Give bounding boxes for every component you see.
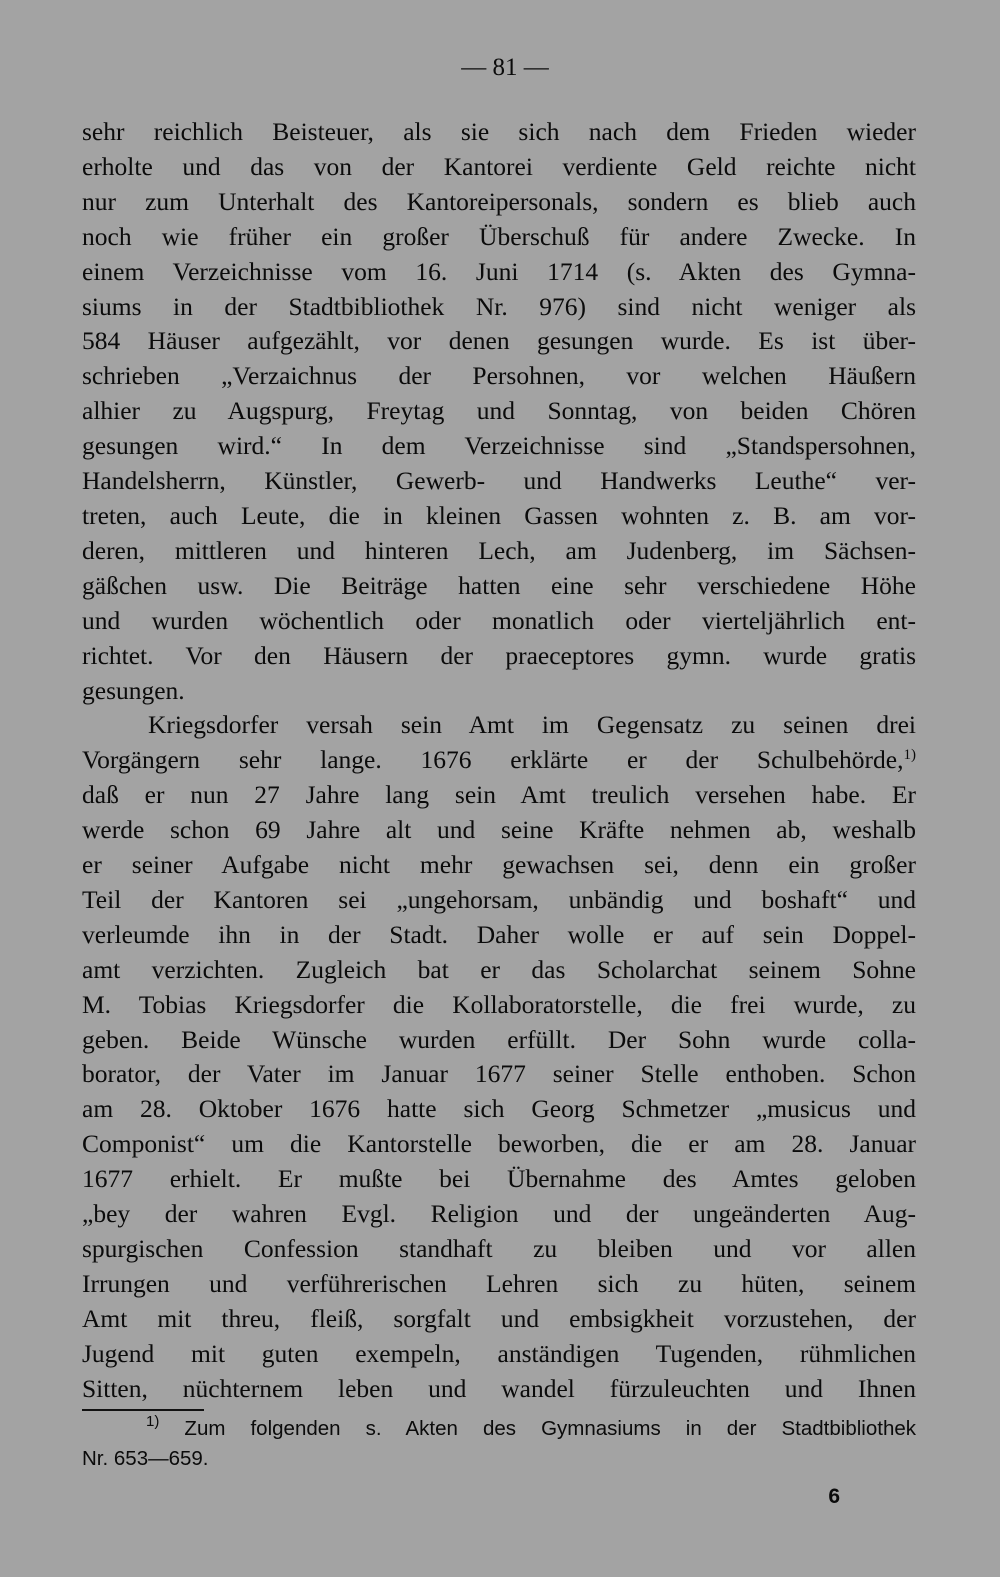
signature-mark: 6 <box>828 1485 840 1508</box>
body-line: daß er nun 27 Jahre lang sein Amt treulich versehen habe. Er <box>82 780 916 810</box>
body-line: 584 Häuser aufgezählt, vor denen gesungen wurde. Es ist über- <box>82 326 916 356</box>
body-line: verleumde ihn in der Stadt. Daher wolle er auf sein Doppel- <box>82 919 916 949</box>
body-line: Amt mit threu, fleiß, sorgfalt und embsigkheit vorzustehen, der <box>82 1303 916 1333</box>
body-line-with-footnote <box>82 743 916 778</box>
footnote-marker: 1) <box>146 1413 160 1430</box>
footnote-text: Zum folgenden s. Akten des Gymnasiums in der Stadtbibliothek <box>184 1417 916 1440</box>
body-line: deren, mittleren und hinteren Lech, am Judenberg, im Sächsen- <box>82 535 916 565</box>
footnote-reference: 1) <box>903 747 916 764</box>
body-line: alhier zu Augspurg, Freytag und Sonntag, von beiden Chören <box>82 396 916 426</box>
page-number: — 81 — <box>461 54 549 81</box>
footnotes <box>82 1414 916 1474</box>
body-line: M. Tobias Kriegsdorfer die Kollaboratorstelle, die frei wurde, zu <box>82 989 916 1019</box>
body-line: nur zum Unterhalt des Kantoreipersonals, sondern es blieb auch <box>82 186 916 216</box>
body-line: Jugend mit guten exempeln, anständigen Tugenden, rühmlichen <box>82 1338 916 1368</box>
body-line: noch wie früher ein großer Überschuß für andere Zwecke. In <box>82 221 916 251</box>
body-line: Irrungen und verführerischen Lehren sich zu hüten, seinem <box>82 1268 916 1298</box>
body-line: amt verzichten. Zugleich bat er das Scholarchat seinem Sohne <box>82 954 916 984</box>
body-line: er seiner Aufgabe nicht mehr gewachsen sei, denn ein großer <box>82 850 916 880</box>
body-line: und wurden wöchentlich oder monatlich oder vierteljährlich ent- <box>82 605 916 635</box>
body-line: treten, auch Leute, die in kleinen Gassen wohnten z. B. am vor- <box>82 500 916 530</box>
footnote-line <box>82 1414 916 1444</box>
body-line: 1677 erhielt. Er mußte bei Übernahme des Amtes geloben <box>82 1164 916 1194</box>
body-line: richtet. Vor den Häusern der praeceptores gymn. wurde gratis <box>82 640 916 670</box>
body-line-text: Vorgängern sehr lange. 1676 erklärte er der Schulbehörde, <box>82 745 904 775</box>
footnote-line: Nr. 653—659. <box>82 1447 209 1470</box>
body-line: schrieben „Verzaichnus der Persohnen, vor welchen Häußern <box>82 361 916 391</box>
body-line: Handelsherrn, Künstler, Gewerb- und Handwerks Leuthe“ ver- <box>82 466 916 496</box>
body-line: Teil der Kantoren sei „ungehorsam, unbändig und boshaft“ und <box>82 884 916 914</box>
body-line: am 28. Oktober 1676 hatte sich Georg Schmetzer „musicus und <box>82 1094 916 1124</box>
body-line: Kriegsdorfer versah sein Amt im Gegensatz zu seinen drei <box>148 710 916 740</box>
body-line: gesungen. <box>82 675 185 705</box>
body-line: erholte und das von der Kantorei verdiente Geld reichte nicht <box>82 151 916 181</box>
body-line: einem Verzeichnisse vom 16. Juni 1714 (s. Akten des Gymna- <box>82 256 916 286</box>
body-line: geben. Beide Wünsche wurden erfüllt. Der Sohn wurde colla- <box>82 1024 916 1054</box>
footnote-divider <box>82 1409 204 1411</box>
body-line: „bey der wahren Evgl. Religion und der ungeänderten Aug- <box>82 1199 916 1229</box>
body-line: Componist“ um die Kantorstelle beworben, die er am 28. Januar <box>82 1129 916 1159</box>
body-line: werde schon 69 Jahre alt und seine Kräfte nehmen ab, weshalb <box>82 815 916 845</box>
body-line: siums in der Stadtbibliothek Nr. 976) sind nicht weniger als <box>82 291 916 321</box>
body-line: spurgischen Confession standhaft zu bleiben und vor allen <box>82 1234 916 1263</box>
body-line: sehr reichlich Beisteuer, als sie sich nach dem Frieden wieder <box>82 117 916 146</box>
body-line: gesungen wird.“ In dem Verzeichnisse sind „Standspersohnen, <box>82 431 916 461</box>
body-line: borator, der Vater im Januar 1677 seiner Stelle enthoben. Schon <box>82 1059 916 1089</box>
body-text <box>82 115 916 1407</box>
body-line: Sitten, nüchternem leben und wandel fürzuleuchten und Ihnen <box>82 1373 916 1403</box>
body-line: gäßchen usw. Die Beiträge hatten eine sehr verschiedene Höhe <box>82 570 916 600</box>
